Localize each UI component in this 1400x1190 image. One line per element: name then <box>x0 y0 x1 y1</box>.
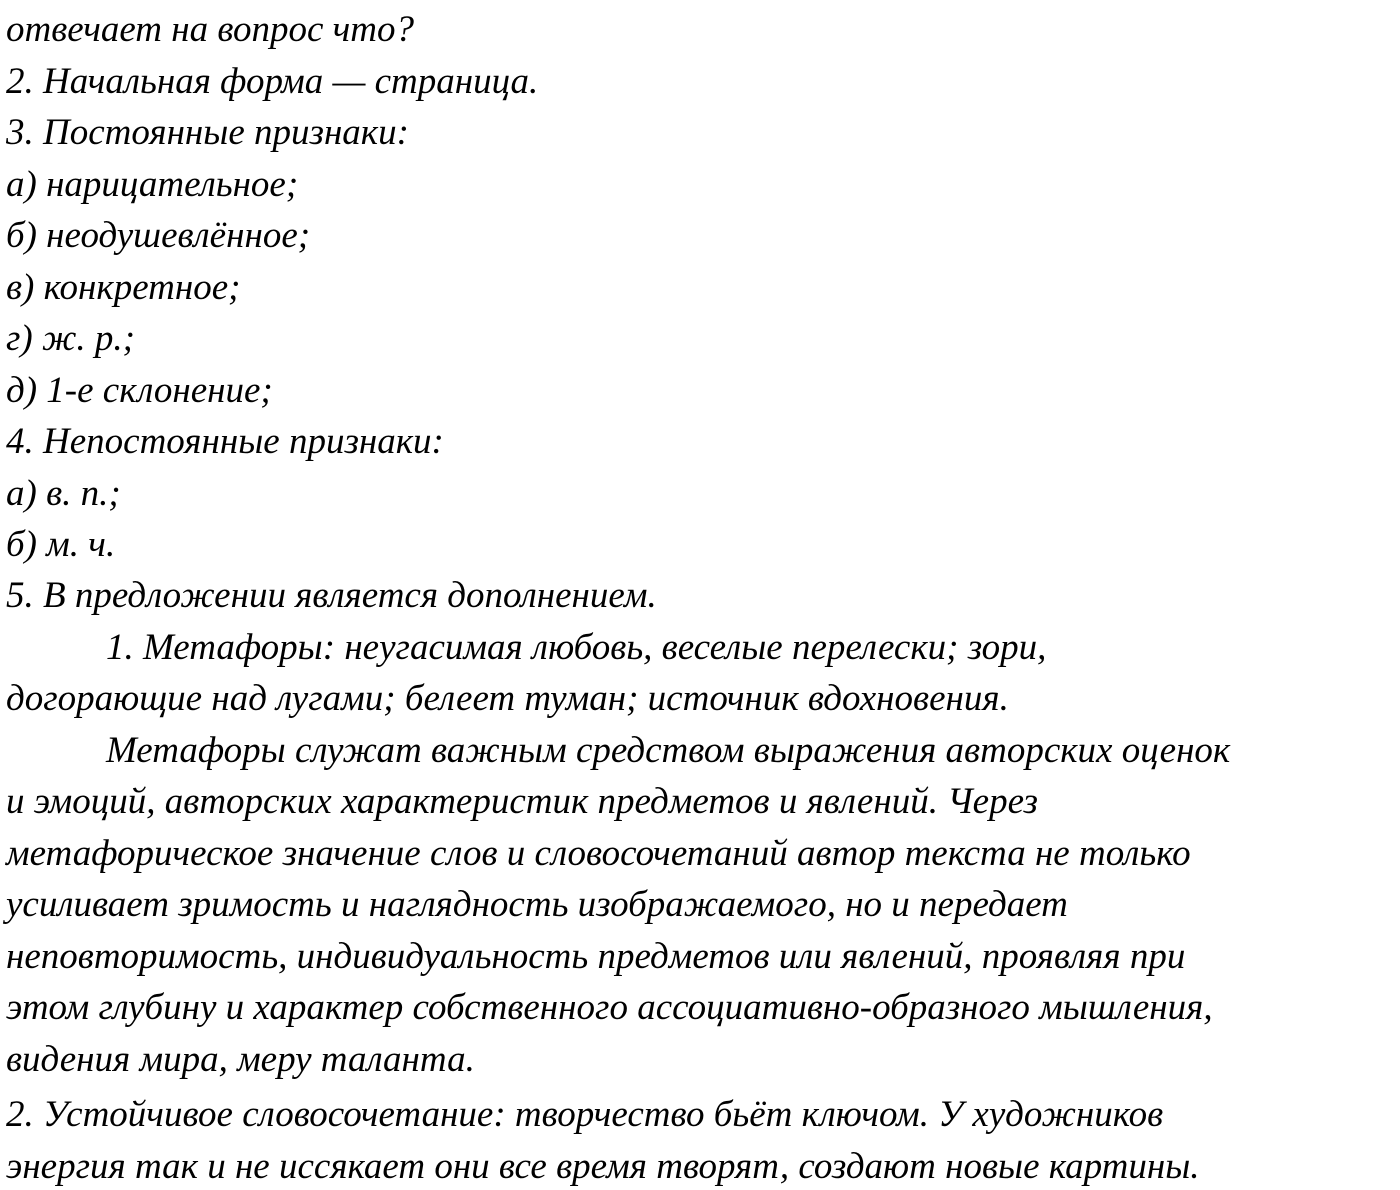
text-line: 2. Устойчивое словосочетание: творчество бьёт ключом. У художников <box>6 1094 1164 1135</box>
text-line: б) неодушевлённое; <box>6 215 311 256</box>
text-line: энергия так и не иссякает они все время творят, создают новые картины. <box>6 1146 1200 1187</box>
text-line: г) ж. р.; <box>6 318 135 359</box>
text-line: а) нарицательное; <box>6 164 299 205</box>
text-line: д) 1-е склонение; <box>6 370 273 411</box>
text-line: догорающие над лугами; белеет туман; источник вдохновения. <box>6 678 1009 719</box>
paragraph-first-line: 1. Метафоры: неугасимая любовь, веселые перелески; зори, <box>106 627 1047 668</box>
text-line: б) м. ч. <box>6 524 116 565</box>
paragraph-first-line: Метафоры служат важным средством выражения авторских оценок <box>106 730 1231 771</box>
text-line: видения мира, меру таланта. <box>6 1039 475 1080</box>
text-line: метафорическое значение слов и словосочетаний автор текста не только <box>6 833 1191 874</box>
text-line: 5. В предложении является дополнением. <box>6 575 657 616</box>
text-line: неповторимость, индивидуальность предметов или явлений, проявляя при <box>6 936 1186 977</box>
text-line: этом глубину и характер собственного ассоциативно-образного мышления, <box>6 987 1213 1028</box>
text-line: 2. Начальная форма — страница. <box>6 61 539 102</box>
text-line: 4. Непостоянные признаки: <box>6 421 444 462</box>
text-line: а) в. п.; <box>6 473 121 514</box>
text-line: и эмоций, авторских характеристик предметов и явлений. Через <box>6 781 1038 822</box>
text-line: усиливает зримость и наглядность изображаемого, но и передает <box>6 884 1068 925</box>
text-line: отвечает на вопрос что? <box>6 9 414 50</box>
text-line: 3. Постоянные признаки: <box>6 112 409 153</box>
text-line: в) конкретное; <box>6 267 241 308</box>
